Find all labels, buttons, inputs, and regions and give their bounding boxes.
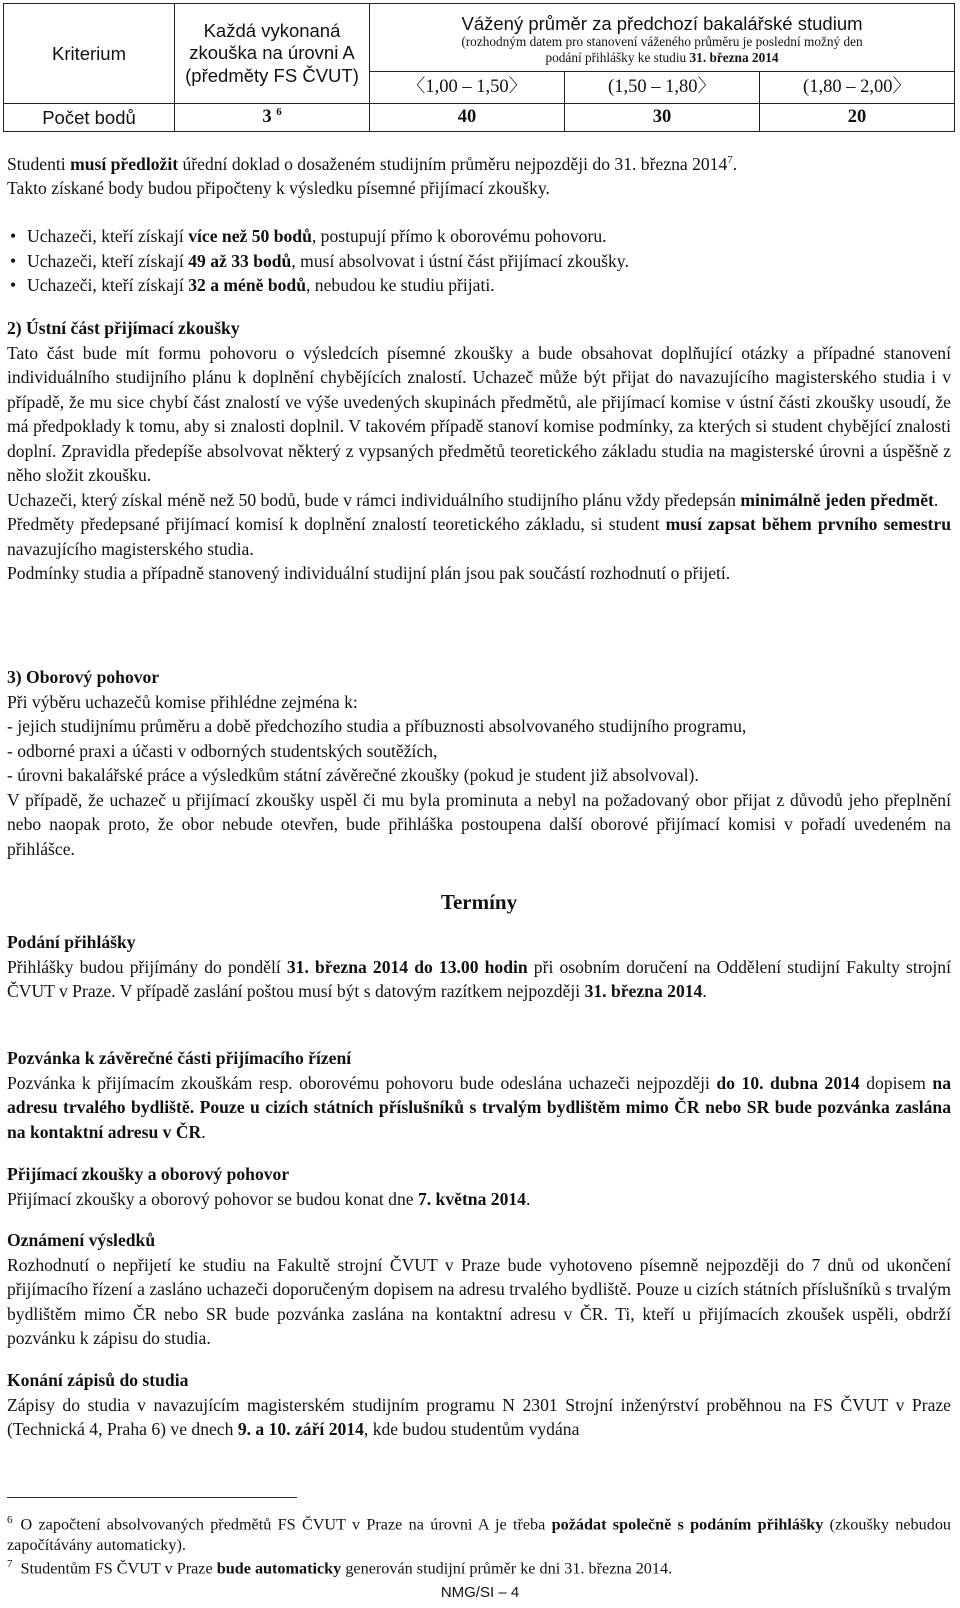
oral-paragraph-1: Tato část bude mít formu pohovoru o výsledcích písemné zkoušky a bude obsahovat doplňující otázky a případné stanovení individuálního studijního plánu k doplnění chybějících znalostí. Uchazeč může být přijat do navazujícího magisterského studia i v případě, že mu sice chybí část znalostí ve výše uvedených skupinách předmětů, ale přijímací komise v ústní části zkoušky usoudí, že má předpoklady k tomu, aby si znalosti doplnil. V takovém případě stanoví komise podmínky, za kterých si student chybějící znalosti doplní. Zpravidla předepíše absolvovat některý z vypsaných předmětů teoretického základu studia na magisterské úrovni a úspěšně z něho složit zkoušku. [7,342,951,485]
section-prijimaci-zkousky [7,1162,951,1211]
intro-line2: Takto získané body budou připočteny k výsledku písemné přijímací zkoušky. [7,178,550,199]
header-vazeny-note: (rozhodným datem pro stanovení váženého průměru je poslední možný den podání přihlášky ke studiu 31. března 2014 [461,34,863,66]
bullet-icon: • [10,250,17,271]
pohovor-line: Při výběru uchazečů komise přihlédne zejména k: [7,691,358,712]
interval-1: 〈1,00 – 1,50〉 [370,72,565,104]
oral-paragraph-2: Uchazeči, který získal méně než 50 bodů, bude v rámci individuálního studijního plánu vždy předepsán minimálně jeden předmět. [7,489,939,510]
points-interval-2: 30 [565,104,760,132]
list-item: • Uchazeči, kteří získají 49 až 33 bodů, musí absolvovat i ústní část přijímací zkoušky. [7,249,951,274]
points-interval-3: 20 [760,104,955,132]
interval-2: (1,50 – 1,80〉 [565,72,760,104]
bullet-icon: • [10,226,17,246]
interval-3: (1,80 – 2,00〉 [760,72,955,104]
header-kriterium: Kriterium [4,4,175,104]
criteria-table [3,3,955,132]
prijimaci-paragraph: Přijímací zkoušky a oborový pohovor se budou konat dne 7. května 2014. [7,1188,531,1209]
section-ustni-cast [7,316,951,586]
row-pocet-bodu: Počet bodů [4,104,175,132]
header-kazda-line2: zkouška na úrovni A [189,42,355,64]
points-a-level: 3 $^6$ [175,104,370,132]
bullet-icon: • [10,275,17,295]
footnote-6: $^6$ O započtení absolvovaných předmětů FS ČVUT v Praze na úrovni A je třeba požádat společně s podáním přihlášky (zkoušky nebudou započítávány automaticky). [7,1514,952,1555]
bullet-list [7,224,951,298]
footnote-divider [7,1497,297,1498]
oznameni-paragraph: Rozhodnutí o nepřijetí ke studiu na Fakultě strojní ČVUT v Praze bude vyhotoveno písemně nejpozději do 7 dnů od ukončení přijímacího řízení a zasláno uchazeči doporučeným dopisem na adresu trvalého bydliště. Pouze u cizích státních příslušníků s trvalým bydlištěm mimo ČR nebo SR bude pozvánka zaslána na kontaktní adresu v ČR. Ti, kteří u přijímacích zkoušek uspěli, obdrží pozvánku k zápisu do studia. [7,1254,951,1348]
section-heading: Pozvánka k závěrečné části přijímacího řízení [7,1048,352,1068]
footnote-7: $^7$ Studentům FS ČVUT v Praze bude automaticky generován studijní průměr ke dni 31. března 2014. [7,1558,673,1578]
section-heading: 2) Ústní část přijímací zkoušky [7,318,240,338]
pohovor-line: - jejich studijnímu průměru a době předchozího studia a příbuznosti absolvovaného studijního programu, [7,716,747,736]
section-heading: 3) Oborový pohovor [7,667,160,687]
section-zapis [7,1368,951,1442]
page-number: NMG/SI – 4 [440,1584,520,1601]
header-vazeny-prumer [370,4,955,72]
header-kazda-line3: (předměty FS ČVUT) [185,64,359,86]
pohovor-line: - úrovni bakalářské práce a výsledkům státní závěrečné zkoušky (pokud je student již absolvoval). [7,765,699,785]
list-item: • Uchazeči, kteří získají více než 50 bodů, postupují přímo k oborovému pohovoru. [7,224,951,249]
terminy-heading: Termíny [440,890,518,914]
section-heading: Přijímací zkoušky a oborový pohovor [7,1164,290,1184]
section-podani-prihlasky [7,930,951,1004]
header-kazda-zkouska [175,4,370,104]
section-heading: Podání přihlášky [7,932,136,952]
oral-paragraph-4: Podmínky studia a případně stanovený individuální studijní plán jsou pak součástí rozhodnutí o přijetí. [7,563,731,583]
section-oznameni-vysledku [7,1228,951,1351]
intro-paragraph: Studenti musí předložit úřední doklad o dosaženém studijním průměru nejpozději do 31. března 2014$^7$. Takto získané body budou připočteny k výsledku písemné přijímací zkoušky. [7,148,951,201]
oral-paragraph-3: Předměty předepsané přijímací komisí k doplnění znalostí teoretického základu, si student musí zapsat během prvního semestru navazujícího magisterského studia. [7,514,951,559]
points-interval-1: 40 [370,104,565,132]
section-heading: Oznámení výsledků [7,1230,156,1250]
section-heading: Konání zápisů do studia [7,1370,189,1390]
section-pozvanka [7,1046,951,1144]
header-kazda-line1: Každá vykonaná [203,20,341,42]
list-item: • Uchazeči, kteří získají 32 a méně bodů, nebudou ke studiu přijati. [7,273,951,298]
pohovor-paragraph: V případě, že uchazeč u přijímací zkoušky uspěl či mu byla prominuta a nebyl na požadovaný obor přijat z důvodů jeho přeplnění nebo naopak proto, že obor nebude otevřen, bude přihláška postoupena další oborové přijímací komisi v pořadí uvedeném na přihlášce. [7,789,951,859]
zapis-paragraph: Zápisy do studia v navazujícím magisterském studijním programu N 2301 Strojní inženýrství proběhnou na FS ČVUT v Praze (Technická 4, Praha 6) ve dnech 9. a 10. září 2014, kde budou studentům vydána [7,1394,951,1439]
section-oborovy-pohovor [7,665,951,861]
header-vazeny-title: Vážený průměr za předchozí bakalářské studium [461,12,863,34]
pozvanka-paragraph: Pozvánka k přijímacím zkouškám resp. oborovému pohovoru bude odeslána uchazeči nejpozději do 10. dubna 2014 dopisem na adresu trvalého bydliště. Pouze u cizích státních příslušníků s trvalým bydlištěm mimo ČR nebo SR bude pozvánka zaslána na kontaktní adresu v ČR. [7,1072,951,1142]
podani-paragraph: Přihlášky budou přijímány do pondělí 31. března 2014 do 13.00 hodin při osobním doručení na Oddělení studijní Fakulty strojní ČVUT v Praze. V případě zaslání poštou musí být s datovým razítkem nejpozději 31. března 2014. [7,956,951,1001]
pohovor-line: - odborné praxi a účasti v odborných studentských soutěžích, [7,740,438,761]
